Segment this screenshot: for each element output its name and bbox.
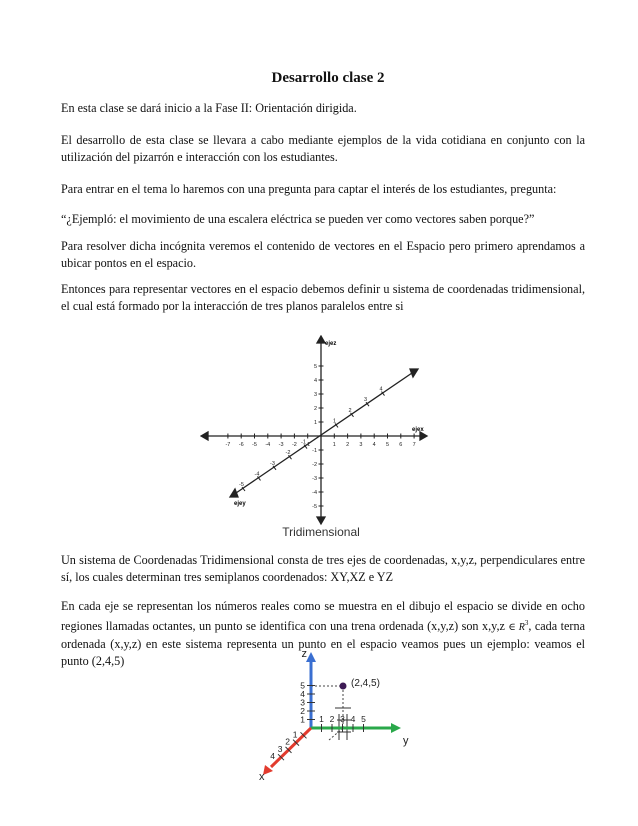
z-tick-label: -2 xyxy=(312,462,317,468)
z-tick-label: 3 xyxy=(313,392,317,398)
y-tick-label: 2 xyxy=(329,714,335,724)
y-arrow-head xyxy=(410,369,418,377)
x-tick-label: -3 xyxy=(278,442,284,448)
y-tick-label: 4 xyxy=(379,386,383,393)
y-tick-label: 3 xyxy=(340,714,345,724)
paragraph-resolve: Para resolver dicha incógnita veremos el contenido de vectores en el Espacio pero primero aprendamos a ubicar pontos en el espacio. xyxy=(61,239,585,270)
x-tick-label: 1 xyxy=(332,442,336,448)
z-tick-label: 3 xyxy=(300,697,305,708)
x-axis-label: x xyxy=(259,771,265,783)
z-axis-label: z xyxy=(301,648,307,660)
x-tick-label: -7 xyxy=(225,442,231,448)
z-arrow-head xyxy=(306,652,316,662)
y-tick-label: -1 xyxy=(301,439,306,446)
y-tick-label: -5 xyxy=(239,482,244,488)
x-tick-label: -4 xyxy=(265,442,271,448)
y-tick-label: 2 xyxy=(348,407,352,414)
y-arrow-head xyxy=(391,723,401,733)
real-set-symbol: ∈ R xyxy=(508,622,525,634)
y-axis-line xyxy=(236,373,412,493)
paragraph-intro: En esta clase se dará inicio a la Fase II: Orientación dirigida. xyxy=(61,101,357,115)
y-axis-label: ejey xyxy=(234,501,246,507)
x-tick-label: 6 xyxy=(399,442,403,448)
y-tick-label: -2 xyxy=(285,450,291,457)
octants-text-before: En cada eje se representan los números reales como se muestra en el dibujo el espacio se divide en ocho regiones llamadas octantes, un punto se identifica con una trena ordenada (x,y,z) son x,y,z xyxy=(61,599,585,634)
figure-point-example xyxy=(255,648,415,783)
z-tick-label: 4 xyxy=(313,378,317,384)
x-tick-label: -2 xyxy=(291,442,297,448)
z-tick-label: 1 xyxy=(313,420,317,426)
z-tick-label: -1 xyxy=(312,448,317,454)
x-tick-label: 3 xyxy=(277,743,283,754)
x-tick-label: -6 xyxy=(238,442,244,448)
x-axis-label: ejex xyxy=(412,427,424,433)
y-axis-label: y xyxy=(403,735,409,747)
z-arrow-head xyxy=(317,336,325,343)
z-tick-label: -5 xyxy=(312,504,317,510)
z-tick-label: 5 xyxy=(300,680,305,691)
x-tick-label: 4 xyxy=(270,751,275,762)
z-tick-label: 2 xyxy=(300,706,305,716)
point-marker xyxy=(340,683,347,690)
x-arrow-tail xyxy=(201,432,208,440)
x-tick-label: 2 xyxy=(285,736,290,747)
point-label: (2,4,5) xyxy=(351,678,380,689)
x-tick-label: -5 xyxy=(252,442,257,448)
figure-caption: Tridimensional xyxy=(282,525,360,539)
paragraph-question-intro: Para entrar en el tema lo haremos con una pregunta para captar el interés de los estudiantes, pregunta: xyxy=(61,182,557,196)
paragraph-system: Un sistema de Coordenadas Tridimensional consta de tres ejes de coordenadas, x,y,z, perpendiculares entre sí, los cuales determinan tres semiplanos coordenados: XY,XZ e YZ xyxy=(61,553,585,584)
x-tick-label: 7 xyxy=(412,442,416,448)
paragraph-coordinates: Entonces para representar vectores en el espacio debemos definir u sistema de coordenadas tridimensional, el cual está formado por la interacción de tres planos paralelos entre si xyxy=(61,282,585,313)
y-arrow-tail xyxy=(230,489,238,497)
z-tick-label: 1 xyxy=(300,714,305,725)
x-tick-label: 4 xyxy=(372,442,376,448)
x-arrow-head xyxy=(420,432,427,440)
y-tick-label: 1 xyxy=(332,418,337,425)
x-tick-label: 5 xyxy=(385,442,390,448)
z-tick-label: -4 xyxy=(312,490,317,496)
z-arrow-tail xyxy=(317,517,325,524)
x-tick-label: 2 xyxy=(346,442,350,448)
z-axis-label: ejez xyxy=(325,341,337,347)
page-title: Desarrollo clase 2 xyxy=(271,70,385,86)
octants-text-after: , cada terna ordenada (x,y,z) en este sistema representa un punto en el espacio veamos pues un ejemplo: veamos el punto (2,4,5) xyxy=(61,619,585,669)
y-tick-label: 5 xyxy=(361,714,366,724)
y-tick-label: -3 xyxy=(270,460,275,467)
paragraph-question: “¿Ejempló: el movimiento de una escalera eléctrica se pueden ver como vectores saben porque?” xyxy=(61,212,535,226)
z-tick-label: 2 xyxy=(313,406,317,412)
y-tick-label: 1 xyxy=(319,714,324,724)
x-tick-label: -1 xyxy=(305,442,311,448)
y-tick-label: 4 xyxy=(350,714,356,724)
y-tick-label: 3 xyxy=(363,397,368,404)
y-tick-label: -4 xyxy=(254,471,260,478)
z-tick-label: 5 xyxy=(313,364,317,370)
real-set-exponent: 3 xyxy=(524,619,529,627)
x-tick-label: 1 xyxy=(292,729,298,740)
figure-tridimensional xyxy=(200,335,440,543)
z-tick-label: -3 xyxy=(312,476,317,482)
z-tick-label: 4 xyxy=(300,689,305,699)
paragraph-development: El desarrollo de esta clase se llevara a cabo mediante ejemplos de la vida cotidiana en conjunto con la utilización del pizarrón e interacción con los estudiantes. xyxy=(61,133,585,164)
x-tick-label: 3 xyxy=(359,442,363,448)
